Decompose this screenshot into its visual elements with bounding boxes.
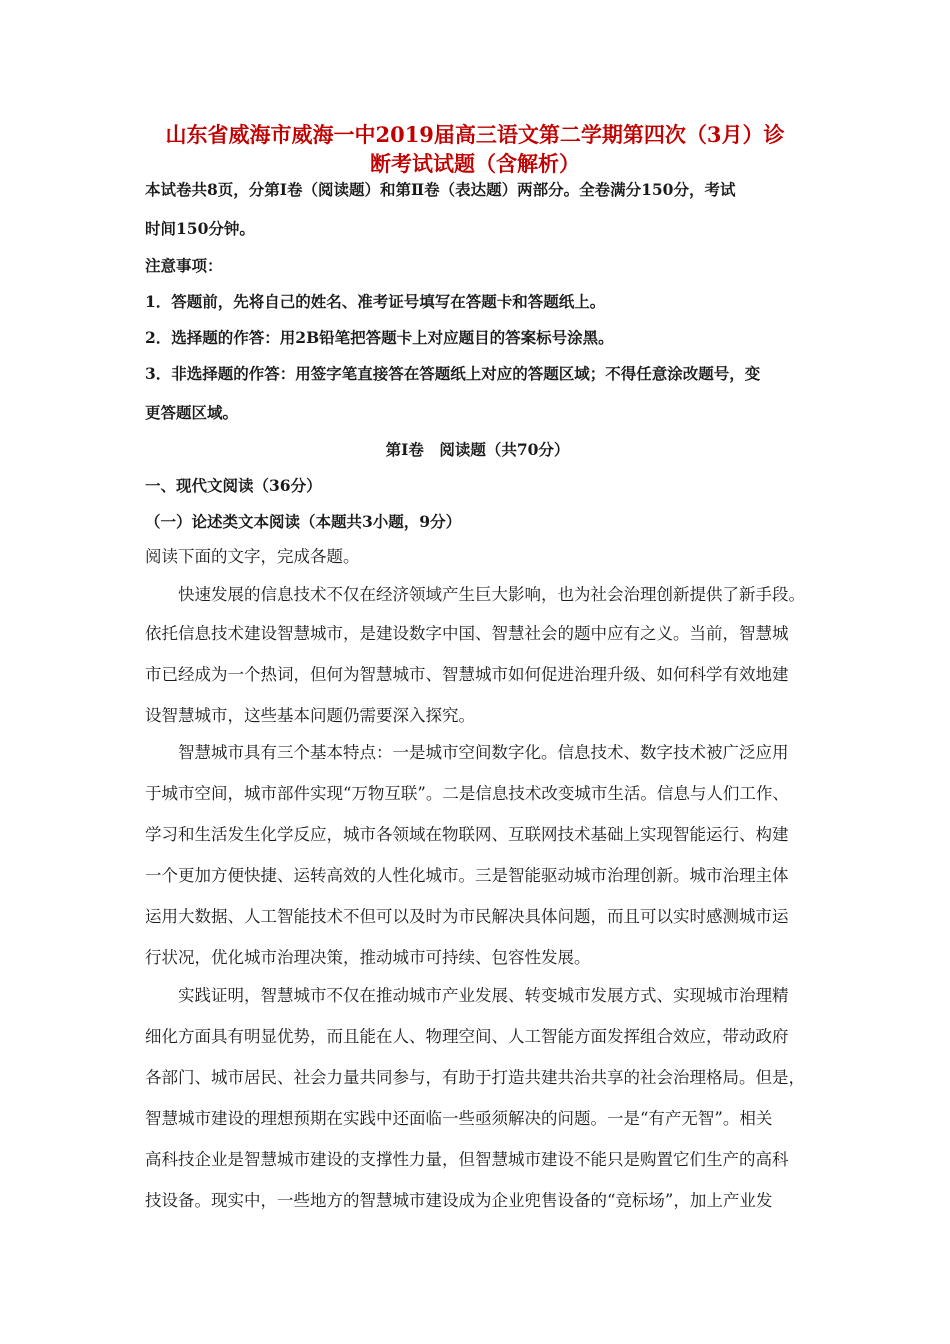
paragraph-3-line-6: 技设备。现实中，一些地方的智慧城市建设成为企业兜售设备的“竞标场”，加上产业发 <box>145 1191 773 1210</box>
paragraph-1-line-2: 依托信息技术建设智慧城市，是建设数字中国、智慧社会的题中应有之义。当前，智慧城 <box>145 624 789 643</box>
reading-instruction: 阅读下面的文字，完成各题。 <box>145 547 360 566</box>
paragraph-3-line-2: 细化方面具有明显优势，而且能在人、物理空间、人工智能方面发挥组合效应，带动政府 <box>145 1027 789 1046</box>
subsection1-heading: （一）论述类文本阅读（本题共3小题，9分） <box>145 512 462 531</box>
paragraph-3-line-1: 实践证明，智慧城市不仅在推动城市产业发展、转变城市发展方式、实现城市治理精 <box>178 986 789 1005</box>
paragraph-2-line-3: 学习和生活发生化学反应，城市各领域在物联网、互联网技术基础上实现智能运行、构建 <box>145 825 789 844</box>
paragraph-2-line-6: 行状况，优化城市治理决策，推动城市可持续、包容性发展。 <box>145 948 591 967</box>
paragraph-3-line-4: 智慧城市建设的理想预期在实践中还面临一些亟须解决的问题。一是“有产无智”。相关 <box>145 1109 773 1128</box>
notice-item-3-line-1: 3．非选择题的作答：用签字笔直接答在答题纸上对应的答题区域；不得任意涂改题号，变 <box>145 364 761 383</box>
paragraph-2-line-2: 于城市空间，城市部件实现“万物互联”。二是信息技术改变城市生活。信息与人们工作、 <box>145 784 789 803</box>
paragraph-1-line-1: 快速发展的信息技术不仅在经济领域产生巨大影响，也为社会治理创新提供了新手段。 <box>178 585 805 604</box>
notice-item-3-line-2: 更答题区域。 <box>145 403 239 422</box>
notice-heading: 注意事项： <box>145 256 223 275</box>
document-title-line-2: 断考试试题（含解析） <box>370 151 580 176</box>
section1-heading: 一、现代文阅读（36分） <box>145 476 322 495</box>
part1-heading: 第Ⅰ卷 阅读题（共70分） <box>385 440 570 459</box>
paragraph-3-line-5: 高科技企业是智慧城市建设的支撑性力量，但智慧城市建设不能只是购置它们生产的高科 <box>145 1150 789 1169</box>
notice-item-1: 1．答题前，先将自己的姓名、准考证号填写在答题卡和答题纸上。 <box>145 292 606 311</box>
paragraph-3-line-3: 各部门、城市居民、社会力量共同参与，有助于打造共建共治共享的社会治理格局。但是， <box>145 1068 805 1087</box>
intro-line-1: 本试卷共8页，分第Ⅰ卷（阅读题）和第Ⅱ卷（表达题）两部分。全卷满分150分，考试 <box>145 180 736 199</box>
notice-item-2: 2．选择题的作答：用2B铅笔把答题卡上对应题目的答案标号涂黑。 <box>145 328 614 347</box>
paragraph-1-line-4: 设智慧城市，这些基本问题仍需要深入探究。 <box>145 706 475 725</box>
intro-line-2: 时间150分钟。 <box>145 219 255 238</box>
paragraph-2-line-4: 一个更加方便快捷、运转高效的人性化城市。三是智能驱动城市治理创新。城市治理主体 <box>145 866 789 885</box>
paragraph-2-line-1: 智慧城市具有三个基本特点：一是城市空间数字化。信息技术、数字技术被广泛应用 <box>178 743 789 762</box>
paragraph-1-line-3: 市已经成为一个热词，但何为智慧城市、智慧城市如何促进治理升级、如何科学有效地建 <box>145 665 789 684</box>
document-title-line-1: 山东省威海市威海一中2019届高三语文第二学期第四次（3月）诊 <box>165 122 785 147</box>
paragraph-2-line-5: 运用大数据、人工智能技术不但可以及时为市民解决具体问题，而且可以实时感测城市运 <box>145 907 789 926</box>
